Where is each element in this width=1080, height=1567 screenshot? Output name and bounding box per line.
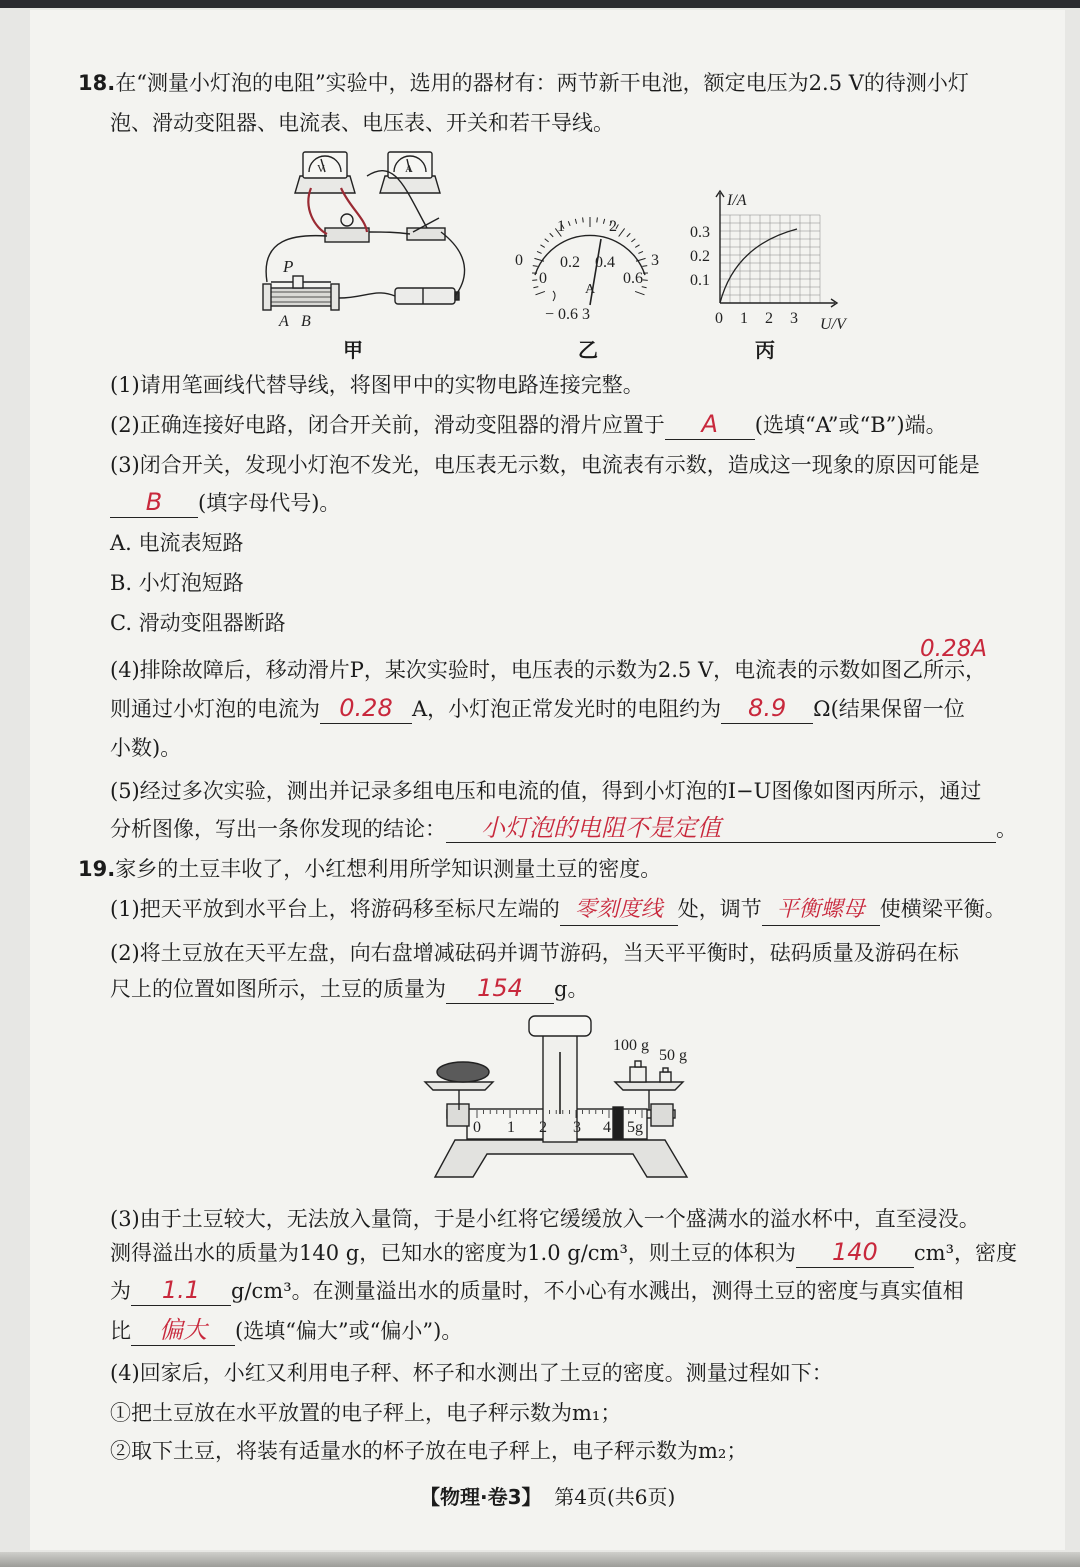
graph-x-tick-3: 3	[790, 310, 798, 327]
q19-part1: (1)把天平放到水平台上，将游码移至标尺左端的 零刻度线 处，调节 平衡螺母 使横梁平衡。	[110, 894, 1006, 926]
graph-x-tick-0: 0	[715, 310, 723, 327]
q19-part2-line1: (2)将土豆放在天平左盘，向右盘增减砝码并调节游码，当天平平衡时，砝码质量及游码在标	[110, 941, 959, 965]
q18-p5-answer: 小灯泡的电阻不是定值	[446, 815, 996, 843]
q19-p3-volume-answer: 140	[796, 1239, 914, 1268]
q19-p1-answer1: 零刻度线	[560, 897, 678, 926]
scale-mark-4: 4	[603, 1119, 611, 1136]
graph-x-tick-1: 1	[740, 310, 748, 327]
graph-x-tick-2: 2	[765, 310, 773, 327]
q18-stem-line2: 泡、滑动变阻器、电流表、电压表、开关和若干导线。	[110, 111, 614, 135]
footer-paper-title: 【物理·卷3】	[420, 1485, 542, 1509]
caption-bing: 丙	[755, 338, 775, 362]
terminal-b-label: B	[301, 313, 311, 330]
ammeter-label: A	[405, 163, 413, 175]
dial-bottom-04: 0.4	[595, 254, 615, 271]
graph-y-tick-01: 0.1	[690, 272, 710, 289]
scale-mark-0: 0	[473, 1119, 481, 1136]
q18-p4-current-answer: 0.28	[320, 695, 412, 724]
q18-p2-answer: A	[665, 411, 755, 440]
dial-top-0: 0	[515, 252, 523, 269]
circuit-figure-jia	[255, 148, 480, 333]
q18-option-a: A. 电流表短路	[110, 531, 244, 555]
q18-part3-line1: (3)闭合开关，发现小灯泡不发光，电压表无示数，电流表有示数，造成这一现象的原因可能是	[110, 453, 980, 477]
q19-step2: ②取下土豆，将装有适量水的杯子放在电子秤上，电子秤示数为m₂；	[110, 1439, 748, 1463]
q18-option-c: C. 滑动变阻器断路	[110, 611, 286, 635]
q18-number: 18.	[78, 71, 116, 95]
q19-part3-line2: 测得溢出水的质量为140 g，已知水的密度为1.0 g/cm³，则土豆的体积为 140 cm³，密度	[110, 1238, 1017, 1266]
q18-stem-text: 在“测量小灯泡的电阻”实验中，选用的器材有：两节新干电池，额定电压为2.5 V的待测小灯	[115, 71, 969, 95]
q19-number: 19.	[78, 857, 116, 881]
q18-part3-line2: B (填字母代号)。	[110, 488, 340, 518]
slider-label-p: P	[283, 257, 294, 276]
q18-part4-line1: (4)排除故障后，移动滑片P，某次实验时，电压表的示数为2.5 V，电流表的示数如图乙所示，	[110, 658, 987, 682]
dial-bottom-02: 0.2	[560, 254, 580, 271]
scale-mark-5g: 5g	[627, 1119, 643, 1136]
caption-jia: 甲	[343, 338, 363, 362]
dial-top-3: 3	[651, 252, 659, 269]
graph-x-label: U/V	[820, 316, 846, 333]
q18-p3-answer: B	[110, 489, 198, 518]
q19-p1-answer2: 平衡螺母	[762, 897, 880, 926]
q18-stem-line1	[78, 68, 969, 98]
footer-page-number: 第4页(共6页)	[554, 1485, 676, 1509]
dial-top-1: 1	[557, 218, 565, 235]
q18-part5-line1: (5)经过多次实验，测出并记录多组电压和电流的值，得到小灯泡的I−U图像如图丙所示，通过	[110, 779, 982, 803]
terminal-a-label: A	[279, 313, 289, 330]
graph-y-tick-03: 0.3	[690, 224, 710, 241]
q18-p4-resistance-answer: 8.9	[721, 695, 813, 724]
scale-mark-2: 2	[539, 1119, 547, 1136]
q19-p3-compare-answer: 偏大	[131, 1317, 235, 1346]
scale-mark-3: 3	[573, 1119, 581, 1136]
q18-part1: (1)请用笔画线代替导线，将图甲中的实物电路连接完整。	[110, 373, 644, 397]
q18-part5-line2: 分析图像，写出一条你发现的结论： 小灯泡的电阻不是定值 。	[110, 814, 1017, 842]
q19-part3-line1: (3)由于土豆较大，无法放入量筒，于是小红将它缓缓放入一个盛满水的溢水杯中，直至浸没。	[110, 1207, 980, 1231]
q19-part3-line4: 比 偏大 (选填“偏大”或“偏小”)。	[110, 1316, 463, 1344]
graph-y-label: I/A	[727, 192, 747, 209]
q19-part2-line2: 尺上的位置如图所示，土豆的质量为 154 g。	[110, 974, 589, 1002]
balance-figure	[415, 1012, 705, 1182]
q18-option-b: B. 小灯泡短路	[110, 571, 244, 595]
dial-terminals: − 0.6 3	[545, 306, 591, 323]
q18-part2: (2)正确连接好电路，闭合开关前，滑动变阻器的滑片应置于 A (选填“A”或“B”)端。	[110, 410, 947, 438]
q19-p2-answer: 154	[446, 975, 554, 1004]
q19-p3-density-answer: 1.1	[131, 1277, 231, 1306]
page-top-edge	[0, 0, 1080, 8]
scale-mark-1: 1	[507, 1119, 515, 1136]
page-footer	[420, 1482, 675, 1512]
graph-y-tick-02: 0.2	[690, 248, 710, 265]
voltmeter-label: V	[317, 163, 325, 175]
caption-yi: 乙	[578, 338, 598, 362]
weight-50g-label: 50 g	[659, 1047, 687, 1064]
dial-bottom-06: 0.6	[623, 270, 643, 287]
q18-part4-line2: 则通过小灯泡的电流为 0.28 A，小灯泡正常发光时的电阻约为 8.9 Ω(结果保留一位	[110, 694, 965, 722]
q18-p4-margin-note: 0.28A	[920, 636, 987, 662]
q19-part3-line3: 为 1.1 g/cm³。在测量溢出水的质量时，不小心有水溅出，测得土豆的密度与真实值相	[110, 1276, 964, 1304]
iu-graph-bing	[685, 185, 870, 335]
page-bottom-edge	[0, 1552, 1080, 1567]
dial-bottom-0: 0	[539, 270, 547, 287]
q19-step1: ①把土豆放在水平放置的电子秤上，电子秤示数为m₁；	[110, 1401, 622, 1425]
q18-part4-line3: 小数)。	[110, 736, 182, 760]
q19-part4-line1: (4)回家后，小红又利用电子秤、杯子和水测出了土豆的密度。测量过程如下：	[110, 1361, 833, 1385]
q19-stem: 19.家乡的土豆丰收了，小红想利用所学知识测量土豆的密度。	[78, 857, 662, 881]
ammeter-dial-yi	[505, 205, 675, 335]
dial-top-2: 2	[609, 218, 617, 235]
weight-100g-label: 100 g	[613, 1037, 649, 1054]
dial-unit: A	[585, 282, 596, 297]
